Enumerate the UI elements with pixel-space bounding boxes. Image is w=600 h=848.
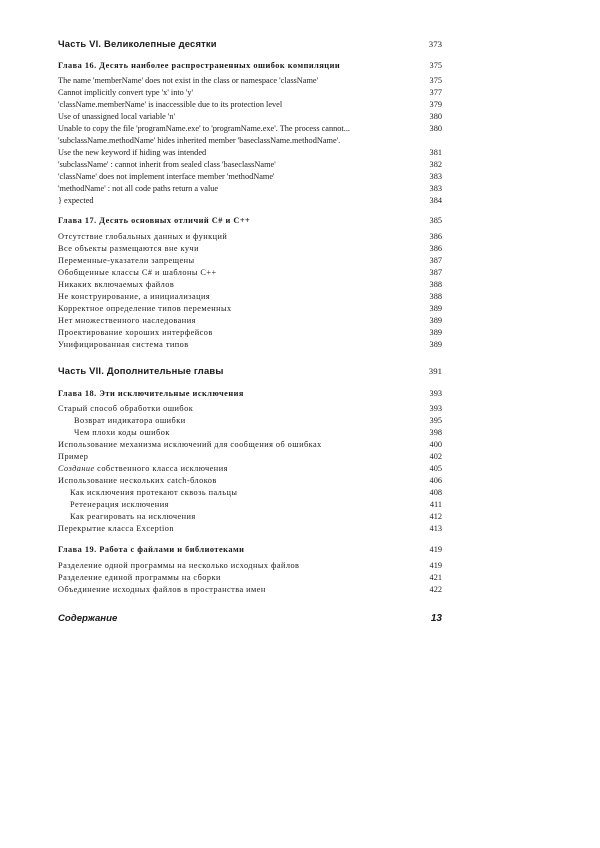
chapter-title: Глава 19. Работа с файлами и библиотеками [58,545,245,554]
entry-page: 398 [429,428,442,437]
toc-entry [58,255,442,267]
part-title: Часть VII. Дополнительные главы [58,365,224,376]
entry-page: 382 [429,160,442,169]
entry-page: 411 [429,500,442,509]
entry-text: Отсутствие глобальных данных и функций [58,232,228,241]
entry-page: 419 [429,561,442,570]
entry-text-italic: Создание [58,464,95,473]
entry-text: Разделение единой программы на сборки [58,573,221,582]
entry-page: 387 [429,268,442,277]
toc-chapter-heading [58,215,442,227]
entry-text: Никаких включаемых файлов [58,280,175,289]
entry-text: Пример [58,452,89,461]
toc-entry [58,171,442,183]
entry-text: 'subclassName.methodName' hides inherited member 'baseclassName.methodName'. [58,136,341,145]
entry-page: 389 [429,316,442,325]
entry-page: 388 [429,280,442,289]
toc-entry [58,75,442,87]
chapter-page: 385 [429,216,442,225]
entry-page: 380 [429,112,442,121]
entry-page: 393 [429,404,442,413]
entry-page: 388 [429,292,442,301]
toc-entry [58,463,442,475]
entry-page: 379 [429,100,442,109]
toc-entry [58,403,442,415]
entry-page: 386 [429,244,442,253]
entry-text: 'subclassName' : cannot inherit from sealed class 'baseclassName' [58,160,276,169]
entry-text: The name 'memberName' does not exist in the class or namespace 'className' [58,76,319,85]
entry-text: Ретенерация исключения [70,500,169,509]
toc-subentry [58,511,442,523]
entry-page: 412 [429,512,442,521]
entry-text: Cannot implicitly convert type 'x' into 'y' [58,88,194,97]
toc-entry [58,303,442,315]
toc-entry [58,560,442,572]
toc-part-heading [58,38,442,50]
entry-page: 406 [429,476,442,485]
entry-page: 422 [429,585,442,594]
entry-text: Переменные-указатели запрещены [58,256,195,265]
toc-chapter-heading [58,544,442,556]
entry-page: 400 [429,440,442,449]
toc-entry [58,291,442,303]
toc-subentry [58,427,442,439]
toc-entry [58,439,442,451]
entry-page: 395 [429,416,442,425]
chapter-title: Глава 17. Десять основных отличий C# и C++ [58,216,251,225]
toc-entry [58,523,442,535]
entry-text: Как исключения протекают сквозь пальцы [70,488,238,497]
toc-entry [58,183,442,195]
toc-entry [58,159,442,171]
entry-text: Use the new keyword if hiding was intended [58,148,207,157]
toc-entry [58,135,442,147]
toc-entry [58,243,442,255]
chapter-title: Глава 18. Эти исключительные исключения [58,389,244,398]
toc-entry [58,315,442,327]
toc-entry [58,279,442,291]
page-footer [58,612,442,626]
entry-page: 408 [429,488,442,497]
toc-entry [58,572,442,584]
entry-page: 377 [429,88,442,97]
toc-subentry [58,487,442,499]
entry-page: 375 [429,76,442,85]
entry-text: Использование механизма исключений для сообщения об ошибках [58,440,322,449]
entry-page: 413 [429,524,442,533]
entry-text: Нет множественного наследования [58,316,196,325]
entry-page: 383 [429,172,442,181]
toc-entry [58,475,442,487]
entry-page: 380 [429,124,442,133]
entry-page: 389 [429,304,442,313]
entry-page: 383 [429,184,442,193]
entry-page: 421 [429,573,442,582]
entry-text-wrap [58,463,228,475]
toc-entry [58,327,442,339]
chapter-page: 375 [429,61,442,70]
entry-text: Использование нескольких catch-блоков [58,476,217,485]
entry-page: 384 [429,196,442,205]
toc-subentry [58,415,442,427]
entry-text: Не конструирование, а инициализация [58,292,211,301]
part-page: 373 [428,39,442,49]
page-number: 13 [430,613,442,624]
entry-text: Чем плохи коды ошибок [74,428,170,437]
entry-page: 381 [429,148,442,157]
entry-text: Проектирование хороших интерфейсов [58,328,213,337]
entry-text: Все объекты размещаются вне кучи [58,244,199,253]
entry-text: Корректное определение типов переменных [58,304,232,313]
chapter-page: 419 [429,545,442,554]
entry-text: Обобщенные классы C# и шаблоны C++ [58,268,217,277]
entry-text: Объединение исходных файлов в пространства имен [58,585,266,594]
entry-text: 'className.memberName' is inaccessible due to its protection level [58,100,283,109]
entry-text: Унифицированная система типов [58,340,189,349]
footer-label: Содержание [58,613,118,624]
toc-chapter-heading [58,388,442,400]
toc-entry [58,87,442,99]
toc-subentry [58,499,442,511]
entry-page: 389 [429,340,442,349]
entry-text: Разделение одной программы на несколько исходных файлов [58,561,300,570]
toc-entry [58,147,442,159]
toc-entry [58,111,442,123]
part-page: 391 [428,366,442,376]
toc-entry [58,584,442,596]
entry-text: Как реагировать на исключения [70,512,196,521]
chapter-title: Глава 16. Десять наиболее распространенных ошибок компиляции [58,61,341,70]
toc-entry [58,99,442,111]
toc-part-heading [58,365,442,377]
entry-text: Старый способ обработки ошибок [58,404,194,413]
part-title: Часть VI. Великолепные десятки [58,38,217,49]
entry-text: Use of unassigned local variable 'n' [58,112,176,121]
toc-entry [58,339,442,351]
toc-entry [58,451,442,463]
entry-page: 389 [429,328,442,337]
toc-entry [58,267,442,279]
chapter-page: 393 [429,389,442,398]
entry-page: 405 [429,464,442,473]
entry-page: 386 [429,232,442,241]
toc-entry [58,123,442,135]
toc-chapter-heading [58,60,442,72]
toc-entry [58,231,442,243]
entry-text: Возврат индикатора ошибки [74,416,186,425]
entry-text: Перекрытие класса Exception [58,524,174,533]
toc-entry [58,195,442,207]
entry-text: 'methodName' : not all code paths return a value [58,184,219,193]
entry-page: 387 [429,256,442,265]
entry-text: собственного класса исключения [94,464,228,473]
entry-text: 'className' does not implement interface member 'methodName' [58,172,275,181]
entry-page: 402 [429,452,442,461]
entry-text: } expected [58,196,94,205]
entry-text: Unable to copy the file 'programName.exe' to 'programName.exe'. The process cannot... [58,124,350,133]
